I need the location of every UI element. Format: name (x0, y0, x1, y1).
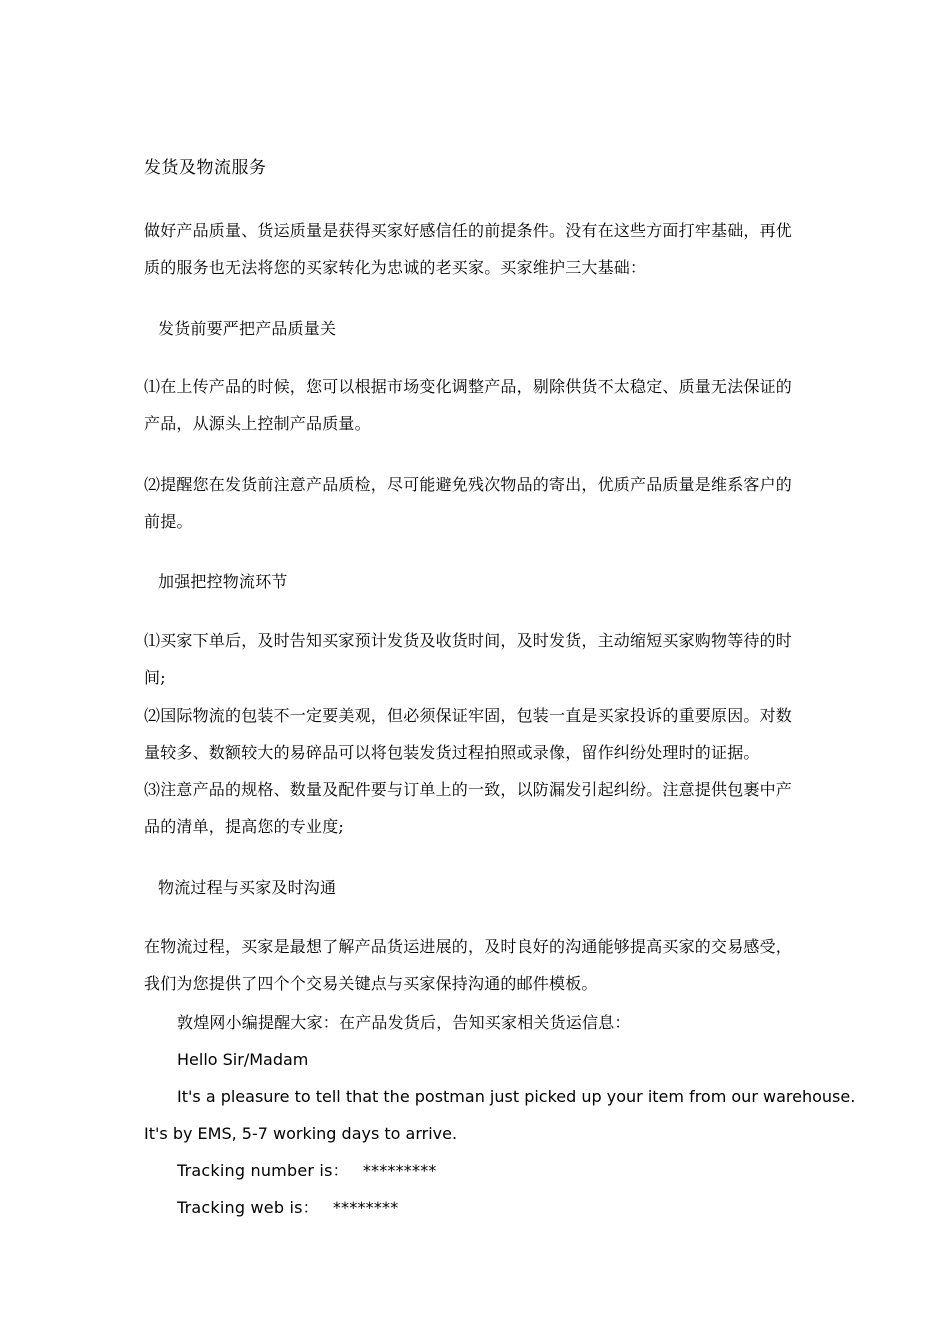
email-message-line-1: It's a pleasure to tell that the postman just picked up your item from our warehouse. (177, 1087, 856, 1106)
section2-item3-line-1: ⑶注意产品的规格、数量及配件要与订单上的一致，以防漏发引起纠纷。注意提供包裹中产 (144, 780, 793, 799)
section2-item1-line-1: ⑴买家下单后，及时告知买家预计发货及收货时间，及时发货，主动缩短买家购物等待的时 (144, 631, 793, 650)
section2-item2-line-1: ⑵国际物流的包装不一定要美观，但必须保证牢固，包装一直是买家投诉的重要原因。对数 (144, 706, 793, 725)
tracking-number-row (177, 1161, 842, 1181)
intro-line-2: 质的服务也无法将您的买家转化为忠诚的老买家。买家维护三大基础： (144, 258, 647, 277)
section1-item1-line-1: ⑴在上传产品的时候，您可以根据市场变化调整产品，剔除供货不太稳定、质量无法保证的 (144, 377, 793, 396)
section3-para-line-2: 我们为您提供了四个个交易关键点与买家保持沟通的邮件模板。 (144, 974, 598, 993)
section3-heading: 物流过程与买家及时沟通 (158, 878, 337, 897)
tracking-web-label: Tracking web is： (177, 1198, 319, 1217)
email-message-line-2: It's by EMS, 5-7 working days to arrive. (144, 1124, 458, 1143)
section1-item2-line-2: 前提。 (144, 512, 193, 531)
editor-reminder: 敦煌网小编提醒大家：在产品发货后，告知买家相关货运信息： (177, 1013, 631, 1032)
section1-heading: 发货前要严把产品质量关 (158, 319, 337, 338)
section1-item2-line-1: ⑵提醒您在发货前注意产品质检，尽可能避免残次物品的寄出，优质产品质量是维系客户的 (144, 475, 793, 494)
section2-item3-line-2: 品的清单，提高您的专业度; (144, 817, 344, 836)
page-title: 发货及物流服务 (144, 158, 267, 178)
section1-item1-line-2: 产品，从源头上控制产品质量。 (144, 414, 371, 433)
section3-para-line-1: 在物流过程，买家是最想了解产品货运进展的，及时良好的沟通能够提高买家的交易感受， (144, 937, 793, 956)
section2-heading: 加强把控物流环节 (158, 572, 288, 591)
tracking-web-value: ******** (332, 1198, 399, 1217)
section2-item2-line-2: 量较多、数额较大的易碎品可以将包装发货过程拍照或录像，留作纠纷处理时的证据。 (144, 743, 760, 762)
tracking-number-label: Tracking number is： (177, 1161, 349, 1180)
intro-line-1: 做好产品质量、货运质量是获得买家好感信任的前提条件。没有在这些方面打牢基础，再优 (144, 221, 793, 240)
tracking-number-value: ********* (362, 1161, 437, 1180)
tracking-web-row (177, 1198, 842, 1218)
email-greeting: Hello Sir/Madam (177, 1050, 309, 1069)
section2-item1-line-2: 间; (144, 668, 166, 687)
